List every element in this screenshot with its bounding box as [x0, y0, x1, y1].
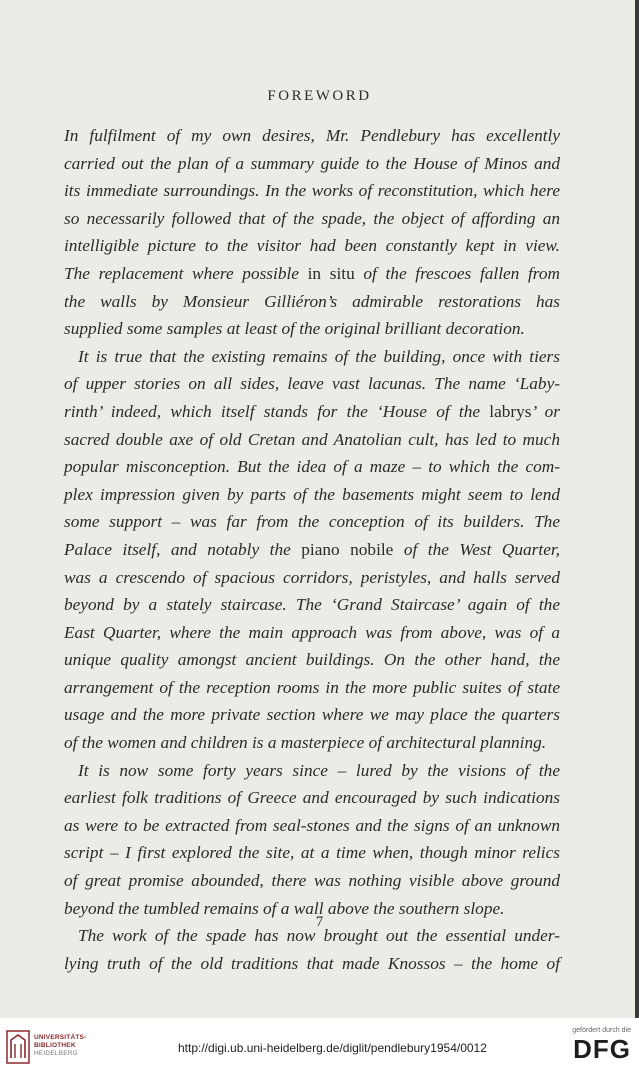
text-segment: of great promise abounded, there was nothing visible above ground	[64, 871, 560, 891]
page-number: 7	[315, 914, 324, 930]
text-segment: It is now some forty years since – lured by the visions of the	[78, 760, 560, 780]
text-line	[64, 315, 560, 343]
text-segment: the walls by Monsieur Gilliéron’s admirable restorations has	[64, 291, 560, 311]
text-segment: unique quality amongst ancient buildings. On the other hand, the	[64, 650, 560, 670]
text-line	[64, 729, 560, 757]
text-segment: arrangement of the reception rooms in the more public suites of state	[64, 677, 560, 697]
text-segment: usage and the more private section where we may place the quarters	[64, 705, 560, 725]
text-segment: In fulfilment of my own desires, Mr. Pendlebury has excellently	[64, 126, 560, 145]
text-segment: beyond by a stately staircase. The ‘Grand Staircase’ again of the	[64, 595, 560, 615]
text-line	[64, 398, 560, 426]
text-segment: its immediate surroundings. In the works of reconstitution, which here	[64, 181, 560, 201]
text-line	[64, 260, 560, 288]
text-line	[64, 591, 560, 619]
text-segment: lying truth of the old traditions that made Knossos – the home of	[64, 953, 560, 973]
text-line	[64, 757, 560, 785]
text-segment: East Quarter, where the main approach was from above, was of a	[64, 622, 560, 642]
roman-phrase: in situ	[307, 263, 355, 283]
text-line	[64, 536, 560, 564]
library-name-line-2: BIBLIOTHEK	[34, 1042, 76, 1049]
page-heading: FOREWORD	[267, 88, 372, 104]
text-line	[64, 867, 560, 895]
text-segment: of the women and children is a masterpiece of architectural planning.	[64, 733, 547, 753]
roman-phrase: piano nobile	[301, 539, 394, 559]
text-segment: plex impression given by parts of the basements might seem to lend	[64, 484, 560, 504]
text-line	[64, 701, 560, 729]
funder-block[interactable]	[559, 1026, 631, 1063]
body-text	[64, 122, 560, 977]
text-segment: was a crescendo of spacious corridors, peristyles, and halls served	[64, 567, 560, 587]
text-line	[64, 950, 560, 978]
text-line	[64, 150, 560, 178]
text-segment: The replacement where possible	[64, 263, 308, 283]
text-segment: carried out the plan of a summary guide to the House of Minos and	[64, 153, 560, 173]
roman-phrase: labrys	[489, 401, 532, 421]
text-line	[64, 619, 560, 647]
text-segment: some support – was far from the conception of its builders. The	[64, 512, 560, 532]
text-segment: The work of the spade has now brought out the essential under-	[78, 926, 560, 946]
library-logo[interactable]	[6, 1030, 106, 1066]
text-segment: ’ or	[531, 401, 560, 421]
text-line	[64, 453, 560, 481]
text-segment: script – I first explored the site, at a time when, though minor relics	[64, 843, 560, 863]
text-line	[64, 288, 560, 316]
text-line	[64, 426, 560, 454]
text-segment: of the frescoes fallen from	[354, 263, 560, 283]
text-line	[64, 481, 560, 509]
university-library-heidelberg-logo-icon	[6, 1030, 30, 1064]
viewer-footer	[0, 1018, 639, 1073]
text-line	[64, 177, 560, 205]
scan-edge	[635, 0, 639, 1018]
permalink-url[interactable]: http://digi.ub.uni-heidelberg.de/diglit/pendlebury1954/0012	[178, 1041, 487, 1055]
text-line	[64, 674, 560, 702]
text-line	[64, 205, 560, 233]
text-segment: earliest folk traditions of Greece and encouraged by such indications	[64, 788, 560, 808]
text-segment: of upper stories on all sides, leave vast lacunas. The name ‘Laby-	[64, 374, 560, 394]
text-segment: of the West Quarter,	[393, 539, 560, 559]
text-line	[64, 370, 560, 398]
text-segment: popular misconception. But the idea of a maze – to which the com-	[64, 457, 560, 477]
text-line	[64, 122, 560, 150]
text-segment: so necessarily followed that of the spade, the object of affording an	[64, 208, 560, 228]
text-segment: intelligible picture to the visitor had been constantly kept in view.	[64, 236, 560, 256]
text-line	[64, 232, 560, 260]
text-segment: beyond the tumbled remains of a wall above the southern slope.	[64, 898, 505, 918]
text-line	[64, 839, 560, 867]
text-line	[64, 646, 560, 674]
text-segment: as were to be extracted from seal-stones and the signs of an unknown	[64, 815, 560, 835]
dfg-logo-icon: DFG	[573, 1034, 631, 1064]
text-line	[64, 508, 560, 536]
text-line	[64, 564, 560, 592]
text-segment: Palace itself, and notably the	[64, 539, 302, 559]
text-segment: sacred double axe of old Cretan and Anatolian cult, has led to much	[64, 429, 560, 449]
text-line	[64, 343, 560, 371]
text-segment: rinth’ indeed, which itself stands for the ‘House of the	[64, 401, 490, 421]
text-line	[64, 812, 560, 840]
library-name-line-1: UNIVERSITÄTS-	[34, 1034, 87, 1041]
text-segment: It is true that the existing remains of the building, once with tiers	[78, 346, 560, 366]
funding-note: gefördert durch die	[572, 1027, 631, 1034]
text-segment: supplied some samples at least of the original brilliant decoration.	[64, 319, 525, 339]
library-name-line-3: HEIDELBERG	[34, 1050, 78, 1057]
library-name	[34, 1034, 86, 1058]
text-line	[64, 784, 560, 812]
